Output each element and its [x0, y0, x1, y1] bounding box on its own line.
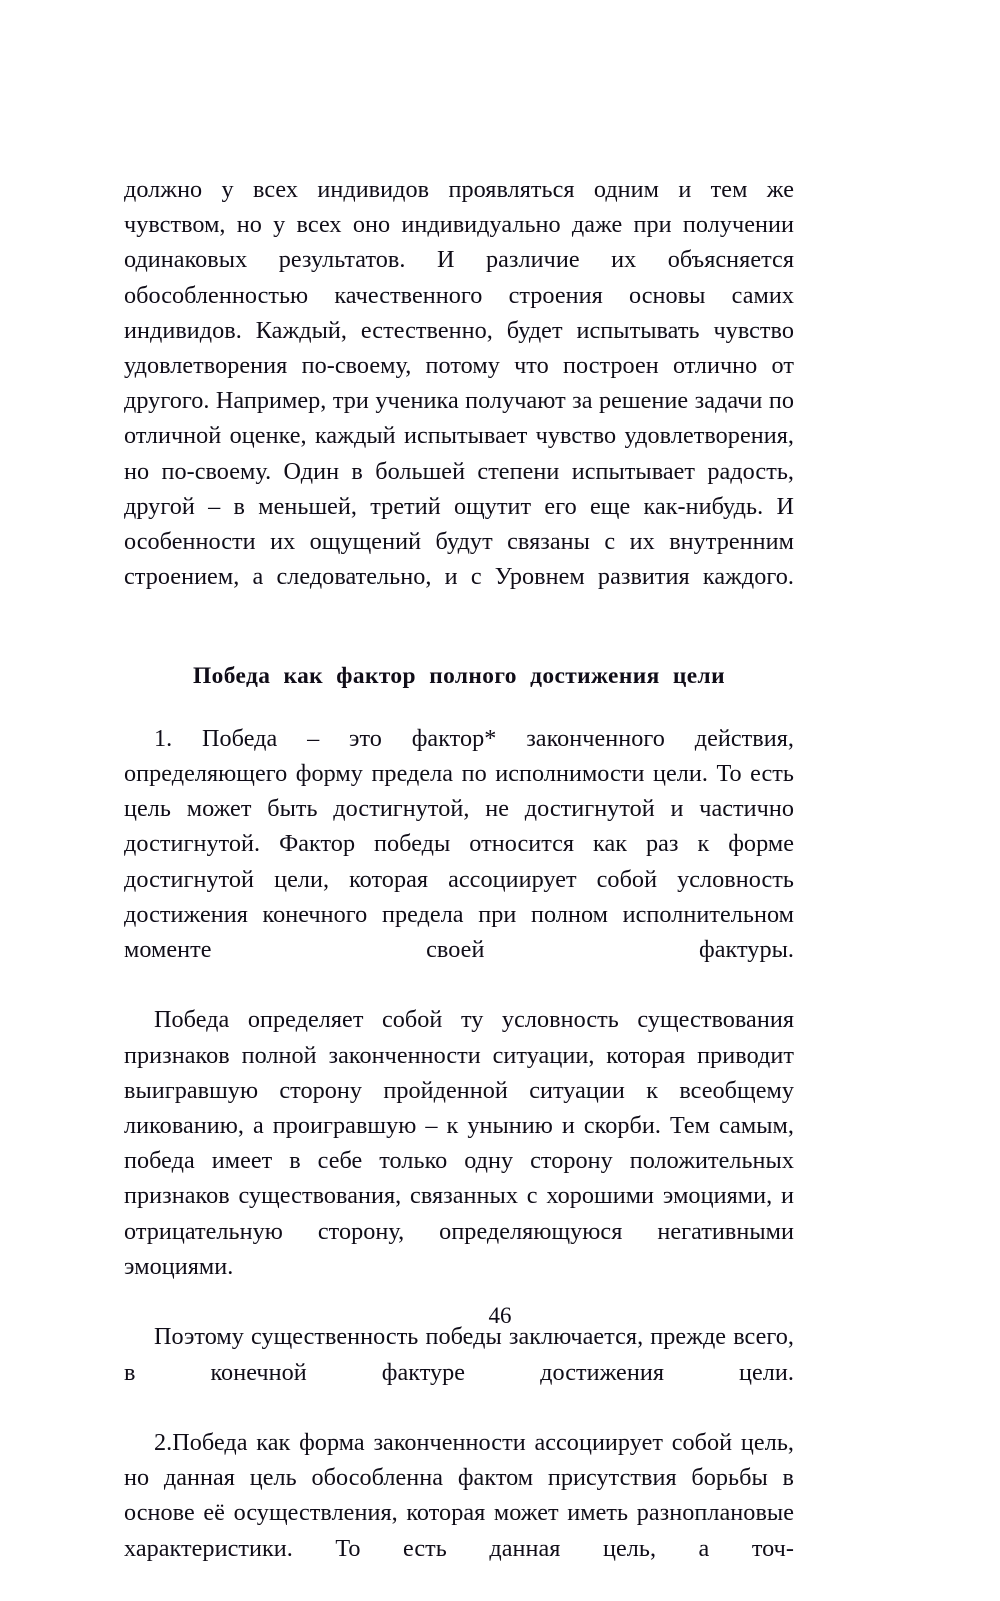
- page-text-block: [124, 172, 794, 1601]
- paragraph-victory-definition: Победа определяет собой ту условность существования признаков полной законченности ситуации, которая приводит выигравшую сторону пройденной ситуации к всеобщему ликованию, а проигравшую – к унынию и скорби. Тем самым, победа имеет в себе только одну сторону положительных признаков существования, связанных с хорошими эмоциями, и отрицательную сторону, определяющуюся негативными эмоциями.: [124, 1006, 794, 1280]
- paragraph-point-1: 1. Победа – это фактор* законченного действия, определяющего форму предела по исполнимости цели. То есть цель может быть достигнутой, не достигнутой и частично достигнутой. Фактор победы относится как раз к форме достигнутой цели, которая ассоциирует собой условность достижения конечного предела при полном исполнительном моменте своей фактуры.: [124, 724, 794, 964]
- paragraph-body-continued: должно у всех индивидов проявляться одним и тем же чувством, но у всех оно индивидуально даже при получении одинаковых результатов. И различие их объясняется обособленностью качественного строения основы самих индивидов. Каждый, естественно, будет испытывать чувство удовлетворения по-своему, потому что построен отлично от другого. Например, три ученика получают за решение задачи по отличной оценке, каждый испытывает чувство удовлетворения, но по-своему. Один в большей степени испытывает радость, другой – в меньшей, третий ощутит его еще как-нибудь. И особенности их ощущений будут связаны с их внутренним строением, а следовательно, и с Уровнем развития каждого.: [124, 176, 794, 591]
- page-number: 46: [488, 1303, 512, 1328]
- paragraph-conclusion: Поэтому существенность победы заключается, прежде всего, в конечной фактуре достижения цели.: [124, 1323, 794, 1386]
- paragraph-point-2: 2.Победа как форма законченности ассоциирует собой цель, но данная цель обособленна фактом присутствия борьбы в основе её осуществления, которая может иметь разноплановые характеристики. То есть данная цель, а точ-: [124, 1428, 794, 1562]
- section-heading: Победа как фактор полного достижения цели: [193, 662, 725, 689]
